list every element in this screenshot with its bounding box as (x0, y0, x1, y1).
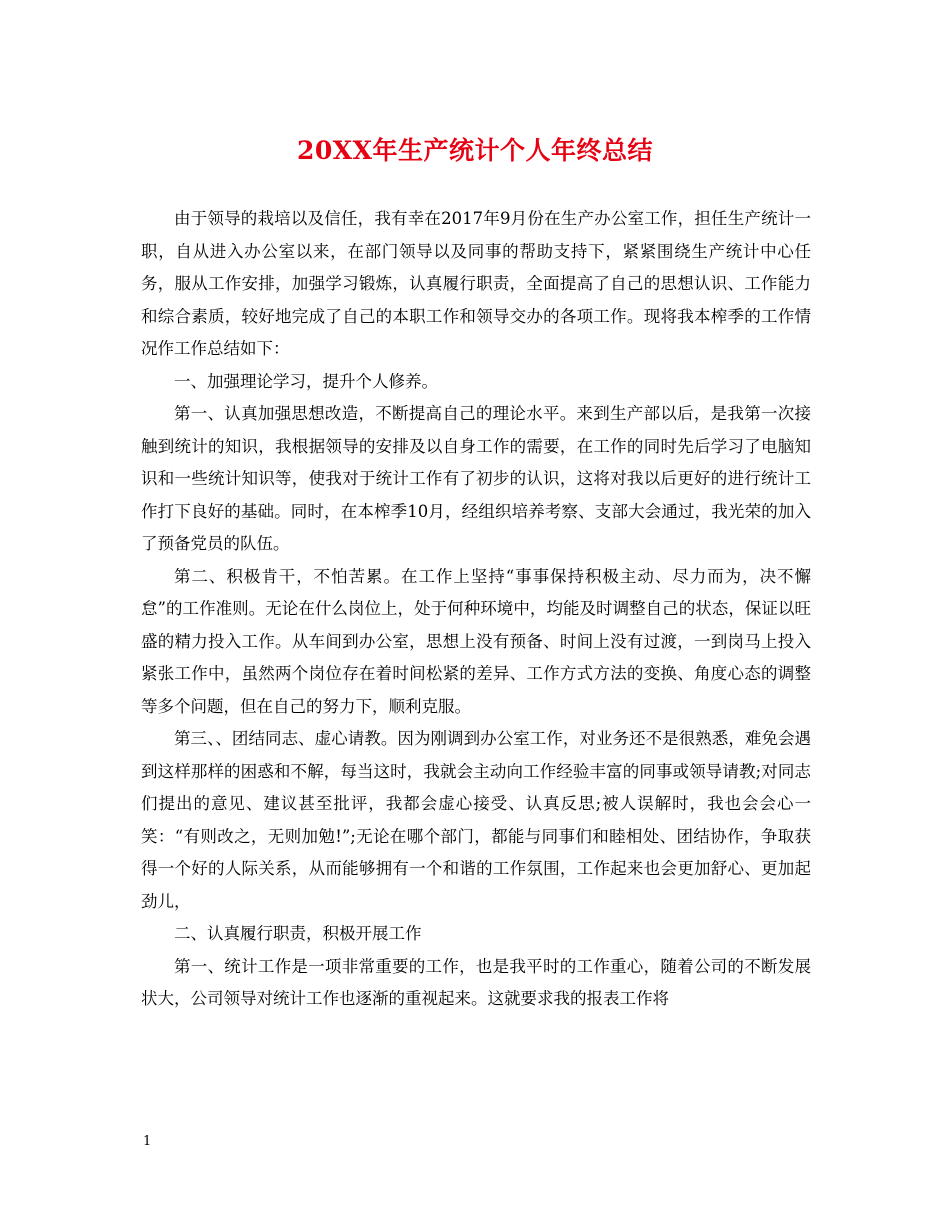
page-number: 1 (143, 1134, 152, 1149)
document-title: 20XX年生产统计个人年终总结 (296, 136, 654, 165)
paragraph-2-1: 第一、统计工作是一项非常重要的工作，也是我平时的工作重心，随着公司的不断发展状大，公司领导对统计工作也逐渐的重视起来。这就要求我的报表工作将 (141, 956, 811, 1008)
paragraph-1-2: 第二、积极肯干，不怕苦累。在工作上坚持“事事保持积极主动、尽力而为，决不懈怠”的工作准则。无论在什么岗位上，处于何种环境中，均能及时调整自己的状态，保证以旺盛的精力投入工作。从车间到办公室，思想上没有预备、时间上没有过渡，一到岗马上投入紧张工作中，虽然两个岗位存在着时间松紧的差异、工作方式方法的变换、角度心态的调整等多个问题，但在自己的努力下，顺利克服。 (141, 566, 811, 716)
section-heading-1: 一、加强理论学习，提升个人修养。 (174, 371, 438, 391)
paragraph-1-3: 第三、、团结同志、虚心请教。因为刚调到办公室工作，对业务还不是很熟悉，难免会遇到这样那样的困惑和不解，每当这时，我就会主动向工作经验丰富的同事或领导请教;对同志们提出的意见、建议甚至批评，我都会虚心接受、认真反思;被人误解时，我也会会心一笑：“有则改之，无则加勉!”;无论在哪个部门，都能与同事们和睦相处、团结协作，争取获得一个好的人际关系，从而能够拥有一个和谐的工作氛围，工作起来也会更加舒心、更加起劲儿， (141, 729, 811, 911)
paragraph-1-1: 第一、认真加强思想改造，不断提高自己的理论水平。来到生产部以后，是我第一次接触到统计的知识，我根据领导的安排及以自身工作的需要，在工作的同时先后学习了电脑知识和一些统计知识等，使我对于统计工作有了初步的认识，这将对我以后更好的进行统计工作打下良好的基础。同时，在本榨季10月，经组织培养考察、支部大会通过，我光荣的加入了预备党员的队伍。 (141, 404, 811, 553)
document-body (141, 203, 811, 1016)
section-heading-2: 二、认真履行职责，积极开展工作 (174, 924, 422, 943)
paragraph-intro: 由于领导的栽培以及信任，我有幸在2017年9月份在生产办公室工作，担任生产统计一职，自从进入办公室以来，在部门领导以及同事的帮助支持下，紧紧围绕生产统计中心任务，服从工作安排，加强学习锻炼，认真履行职责，全面提高了自己的思想认识、工作能力和综合素质，较好地完成了自己的本职工作和领导交办的各项工作。现将我本榨季的工作情况作工作总结如下： (141, 209, 811, 358)
